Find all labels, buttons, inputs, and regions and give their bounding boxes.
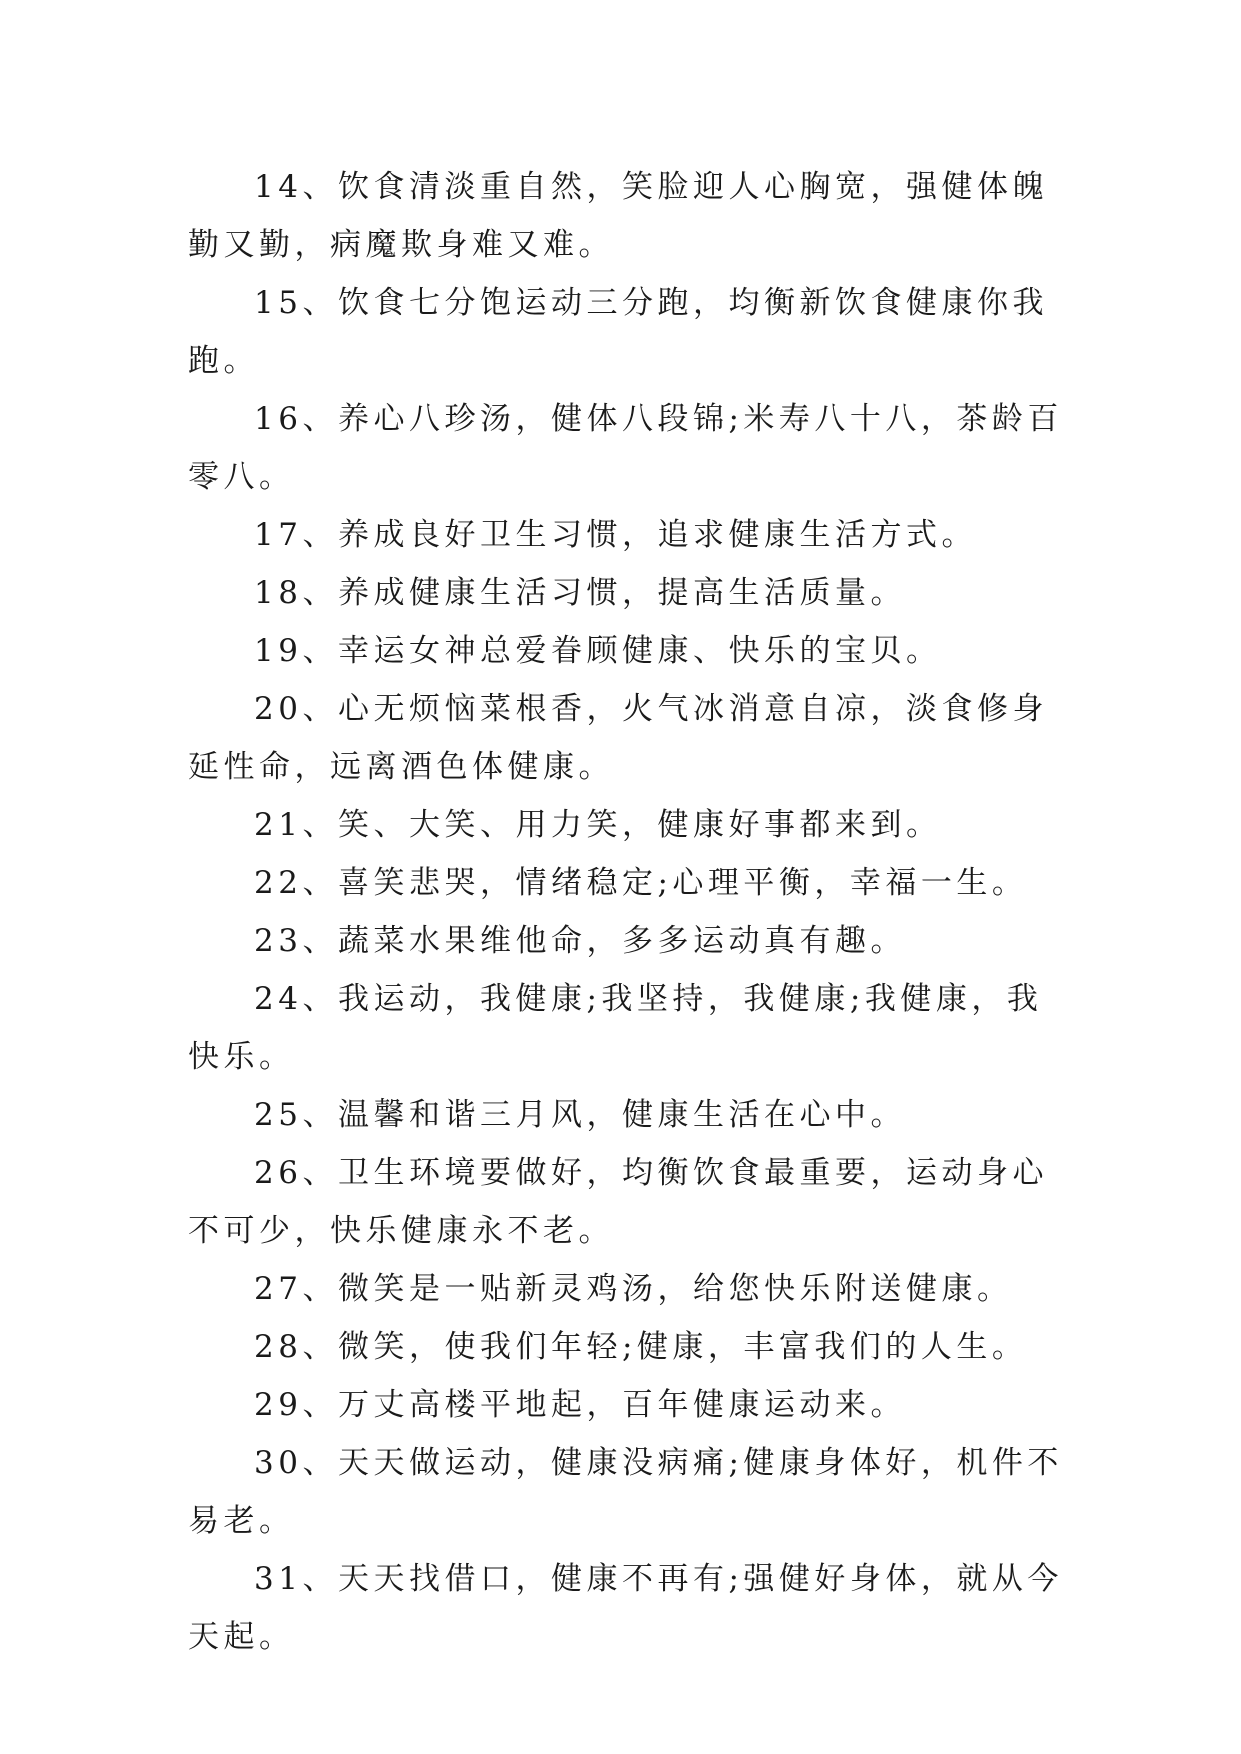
slogan-item-26: 26、卫生环境要做好，均衡饮食最重要，运动身心不可少，快乐健康永不老。 — [188, 1155, 1048, 1249]
slogan-item-21: 21、笑、大笑、用力笑，健康好事都来到。 — [254, 807, 942, 843]
slogan-item-19: 19、幸运女神总爱眷顾健康、快乐的宝贝。 — [254, 633, 942, 669]
slogan-item-20: 20、心无烦恼菜根香，火气冰消意自凉，淡食修身延性命，远离酒色体健康。 — [188, 691, 1048, 785]
document-page — [188, 158, 1068, 1666]
slogan-item-22: 22、喜笑悲哭，情绪稳定;心理平衡，幸福一生。 — [254, 865, 1028, 901]
slogan-item-18: 18、养成健康生活习惯，提高生活质量。 — [254, 575, 906, 611]
slogan-item-29: 29、万丈高楼平地起，百年健康运动来。 — [254, 1387, 906, 1423]
slogan-item-17: 17、养成良好卫生习惯，追求健康生活方式。 — [254, 517, 977, 553]
slogan-item-27: 27、微笑是一贴新灵鸡汤，给您快乐附送健康。 — [254, 1271, 1013, 1307]
slogan-item-15: 15、饮食七分饱运动三分跑，均衡新饮食健康你我跑。 — [188, 285, 1048, 379]
slogan-item-28: 28、微笑，使我们年轻;健康，丰富我们的人生。 — [254, 1329, 1028, 1365]
slogan-item-23: 23、蔬菜水果维他命，多多运动真有趣。 — [254, 923, 906, 959]
slogan-item-14: 14、饮食清淡重自然，笑脸迎人心胸宽，强健体魄勤又勤，病魔欺身难又难。 — [188, 169, 1048, 263]
slogan-item-25: 25、温馨和谐三月风，健康生活在心中。 — [254, 1097, 906, 1133]
slogan-item-16: 16、养心八珍汤，健体八段锦;米寿八十八，茶龄百零八。 — [188, 401, 1063, 495]
slogan-item-24: 24、我运动，我健康;我坚持，我健康;我健康，我快乐。 — [188, 981, 1043, 1075]
slogan-item-31: 31、天天找借口，健康不再有;强健好身体，就从今天起。 — [188, 1561, 1063, 1655]
slogan-item-30: 30、天天做运动，健康没病痛;健康身体好，机件不易老。 — [188, 1445, 1063, 1539]
